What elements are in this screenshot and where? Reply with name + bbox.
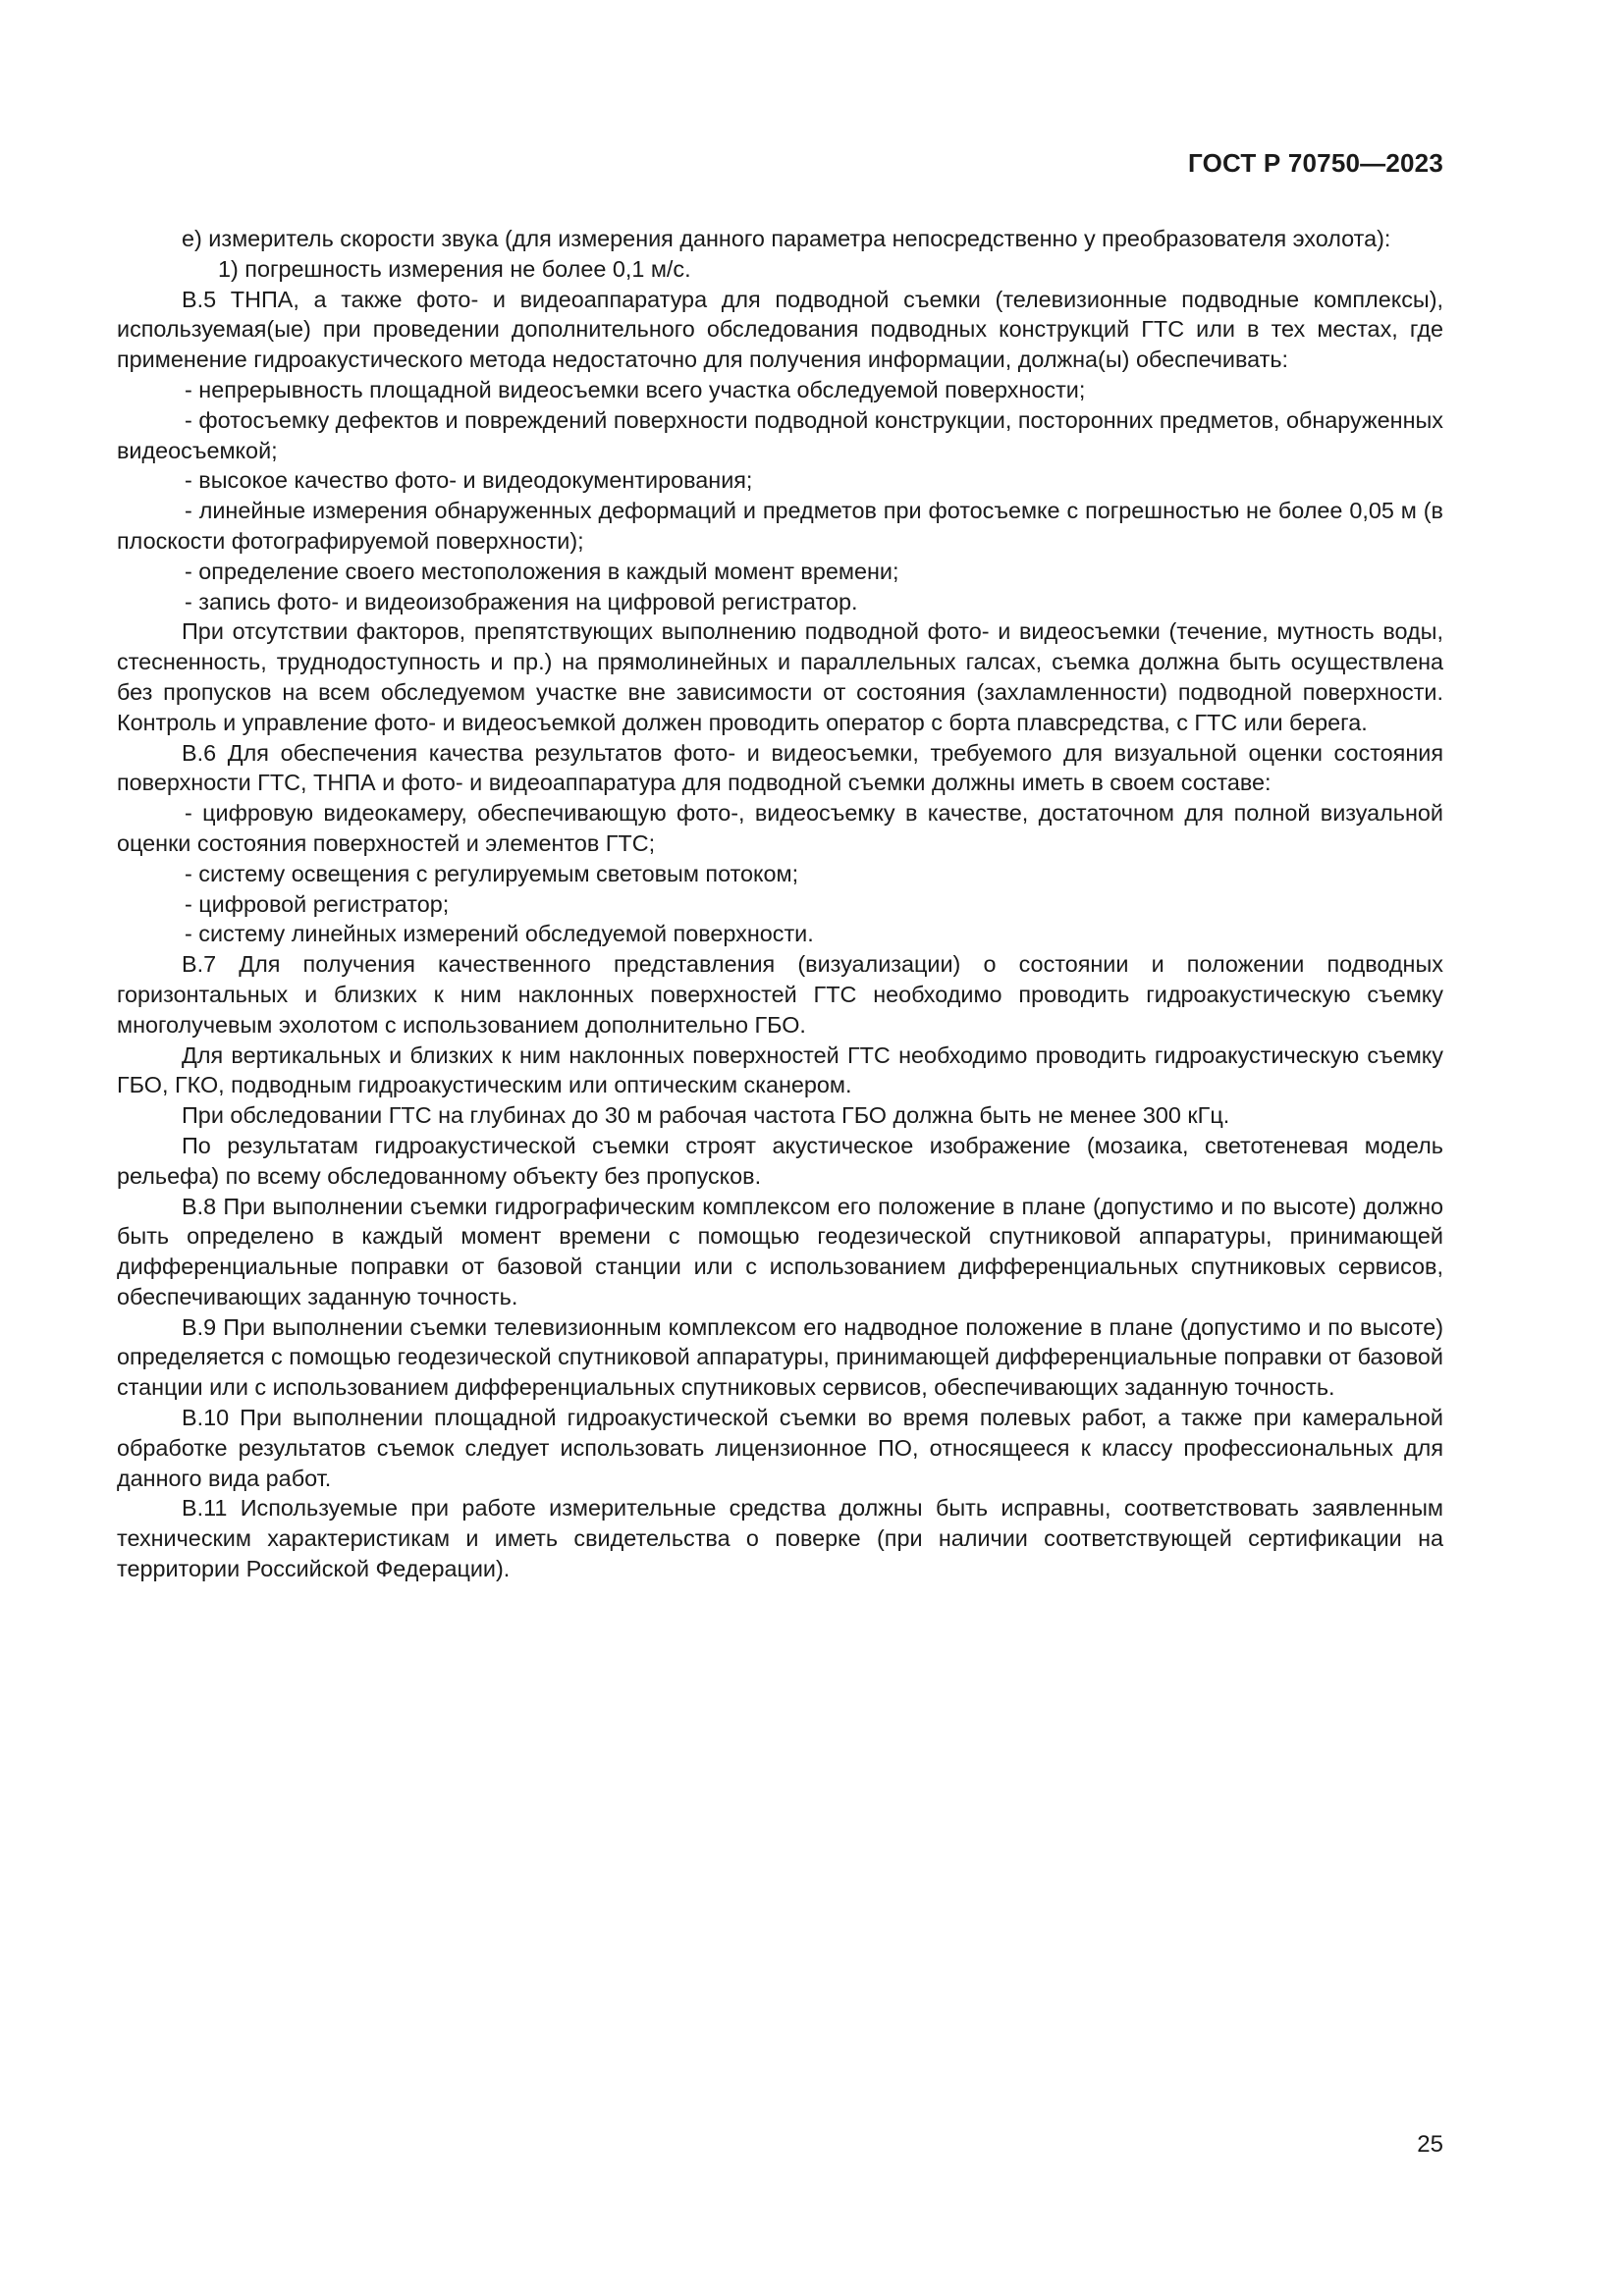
- paragraph: Для вертикальных и близких к ним наклонных поверхностей ГТС необходимо проводить гидроакустическую съемку ГБО, ГКО, подводным гидроакустическим или оптическим сканером.: [117, 1041, 1443, 1098]
- page-number: 25: [1417, 2131, 1443, 2158]
- bullet-item: - запись фото- и видеоизображения на цифровой регистратор.: [185, 588, 858, 614]
- bullet-item: - линейные измерения обнаруженных деформаций и предметов при фотосъемке с погрешностью не более 0,05 м (в плоскости фотографируемой поверхности);: [117, 498, 1443, 554]
- bullet-item: - систему освещения с регулируемым световым потоком;: [185, 860, 799, 886]
- paragraph: В.8 При выполнении съемки гидрографическим комплексом его положение в плане (допустимо и по высоте) должно быть определено в каждый момент времени с помощью геодезической спутниковой аппаратуры, принимающей дифференциальные поправки от базовой станции или с использованием дифференциальных спутниковых сервисов, обеспечивающих заданную точность.: [117, 1193, 1443, 1309]
- paragraph: В.7 Для получения качественного представления (визуализации) о состоянии и положении подводных горизонтальных и близких к ним наклонных поверхностей ГТС необходимо проводить гидроакустическую съемку многолучевым эхолотом с использованием дополнительно ГБО.: [117, 951, 1443, 1038]
- paragraph: По результатам гидроакустической съемки строят акустическое изображение (мозаика, светотеневая модель рельефа) по всему обследованному объекту без пропусков.: [117, 1132, 1443, 1189]
- paragraph: В.5 ТНПА, а также фото- и видеоаппаратура для подводной съемки (телевизионные подводные комплексы), используемая(ые) при проведении дополнительного обследования подводных конструкций ГТС или в тех местах, где применение гидроакустического метода недостаточно для получения информации, должна(ы) обеспечивать:: [117, 286, 1443, 373]
- list-item: 1) погрешность измерения не более 0,1 м/с.: [218, 255, 691, 282]
- paragraph: В.10 При выполнении площадной гидроакустической съемки во время полевых работ, а также при камеральной обработке результатов съемок следует использовать лицензионное ПО, относящееся к классу профессиональных для данного вида работ.: [117, 1405, 1443, 1491]
- paragraph: При отсутствии факторов, препятствующих выполнению подводной фото- и видеосъемки (течение, мутность воды, стесненность, труднодоступность и пр.) на прямолинейных и параллельных галсах, съемка должна быть осуществлена без пропусков на всем обследуемом участке вне зависимости от состояния (захламленности) подводной поверхности. Контроль и управление фото- и видеосъемкой должен проводить оператор с борта плавсредства, с ГТС или берега.: [117, 618, 1443, 735]
- paragraph: В.6 Для обеспечения качества результатов фото- и видеосъемки, требуемого для визуальной оценки состояния поверхности ГТС, ТНПА и фото- и видеоаппаратура для подводной съемки должны иметь в своем составе:: [117, 739, 1443, 796]
- paragraph: При обследовании ГТС на глубинах до 30 м рабочая частота ГБО должна быть не менее 300 кГц.: [182, 1102, 1230, 1129]
- paragraph: В.9 При выполнении съемки телевизионным комплексом его надводное положение в плане (допустимо и по высоте) определяется с помощью геодезической спутниковой аппаратуры, принимающей дифференциальные поправки от базовой станции или с использованием дифференциальных спутниковых сервисов, обеспечивающих заданную точность.: [117, 1313, 1443, 1401]
- document-body: [117, 224, 1443, 1584]
- bullet-item: - высокое качество фото- и видеодокументирования;: [185, 467, 753, 494]
- bullet-item: - фотосъемку дефектов и повреждений поверхности подводной конструкции, посторонних предметов, обнаруженных видеосъемкой;: [117, 406, 1443, 463]
- bullet-item: - определение своего местоположения в каждый момент времени;: [185, 558, 899, 584]
- bullet-item: - непрерывность площадной видеосъемки всего участка обследуемой поверхности;: [185, 376, 1086, 402]
- paragraph: В.11 Используемые при работе измерительные средства должны быть исправны, соответствовать заявленным техническим характеристикам и иметь свидетельства о поверке (при наличии соответствующей сертификации на территории Российской Федерации).: [117, 1495, 1443, 1582]
- bullet-item: - цифровой регистратор;: [185, 890, 450, 917]
- paragraph: е) измеритель скорости звука (для измерения данного параметра непосредственно у преобразователя эхолота):: [182, 226, 1391, 251]
- document-header: ГОСТ Р 70750—2023: [1188, 148, 1443, 178]
- bullet-item: - систему линейных измерений обследуемой поверхности.: [185, 921, 814, 947]
- bullet-item: - цифровую видеокамеру, обеспечивающую фото-, видеосъемку в качестве, достаточном для полной визуальной оценки состояния поверхностей и элементов ГТС;: [117, 800, 1443, 856]
